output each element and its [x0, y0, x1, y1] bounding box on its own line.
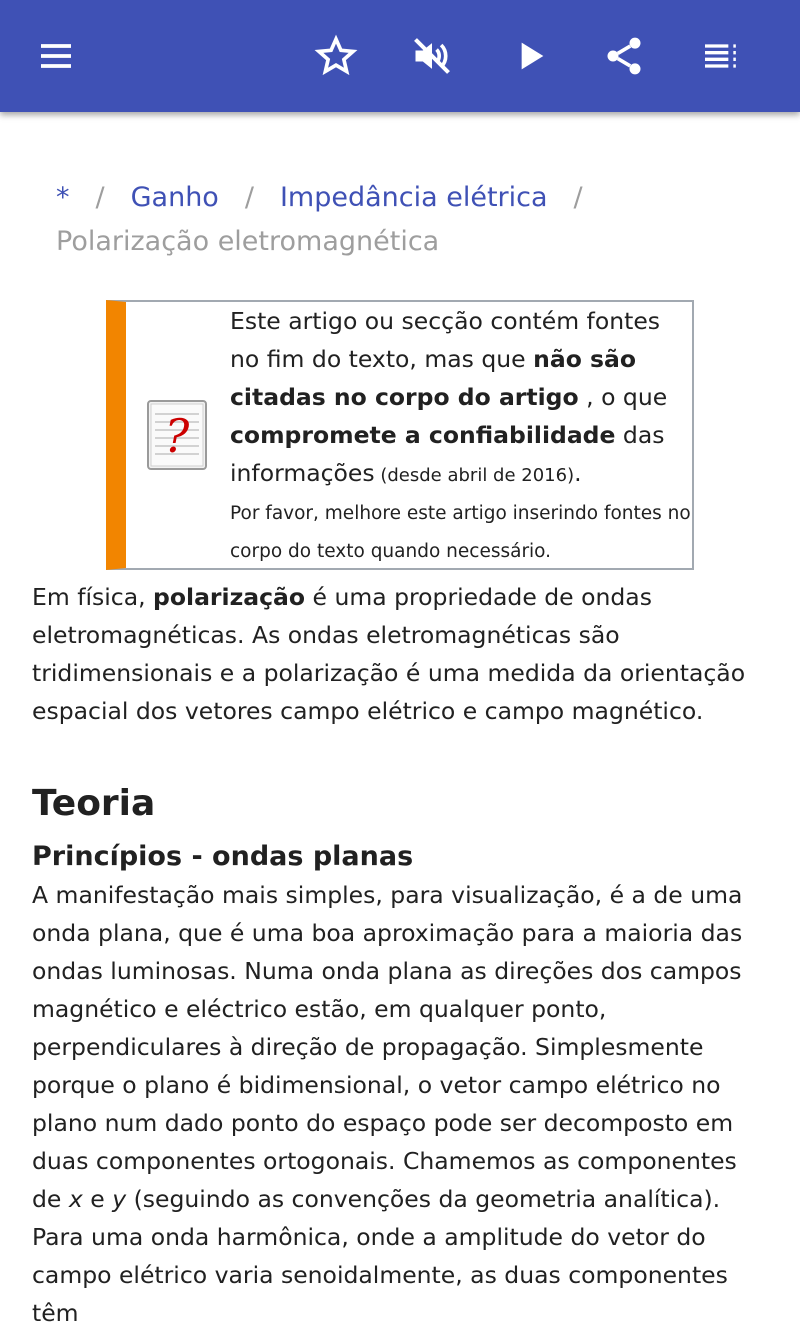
notice-text-part: .: [574, 459, 582, 487]
menu-icon: [36, 36, 76, 76]
breadcrumb-item-ganho[interactable]: Ganho: [130, 182, 219, 213]
share-icon: [602, 34, 646, 78]
svg-text:?: ?: [164, 409, 190, 463]
notice-text-part: , o que: [578, 383, 668, 411]
breadcrumb-separator: /: [573, 182, 583, 213]
breadcrumb-separator: /: [244, 182, 254, 213]
unsourced-document-icon: [146, 398, 208, 472]
notice-bold-part: compromete a confiabilidade: [230, 421, 616, 449]
play-icon: [510, 36, 550, 76]
paragraph-text: é uma propriedade de ondas eletromagnéticas. As ondas eletromagnéticas são tridimensionais e a polarização é uma medida da orientação espacial dos vetores campo elétrico e campo magnético.: [32, 583, 746, 725]
paragraph-text: (seguindo as convenções da geometria analítica). Para uma onda harmônica, onde a amplitude do vetor do campo elétrico varia senoidalmente, as duas componentes têm: [32, 1185, 728, 1327]
breadcrumb-current: Polarização eletromagnética: [56, 226, 440, 257]
citation-notice-box: [106, 300, 694, 570]
notice-text-part: das informações: [230, 421, 665, 487]
bookmark-button[interactable]: [308, 28, 364, 84]
volume-off-icon: [410, 34, 454, 78]
star-outline-icon: [314, 34, 358, 78]
menu-button[interactable]: [28, 28, 84, 84]
math-variable: x: [68, 1185, 83, 1213]
notice-text-part: Este artigo ou secção contém fontes no fim do texto, mas que: [230, 307, 661, 373]
article-content: [32, 578, 772, 1332]
math-variable: y: [112, 1185, 127, 1213]
mute-button[interactable]: [404, 28, 460, 84]
breadcrumb: [56, 176, 756, 264]
play-button[interactable]: [502, 28, 558, 84]
bold-term: polarização: [153, 583, 306, 611]
body-paragraph: [32, 876, 772, 1332]
breadcrumb-separator: /: [95, 182, 105, 213]
subsection-heading: Princípios - ondas planas: [32, 841, 414, 872]
contents-button[interactable]: [692, 28, 748, 84]
paragraph-text: Em física,: [32, 583, 154, 611]
share-button[interactable]: [596, 28, 652, 84]
notice-date: (desde abril de 2016): [374, 465, 575, 486]
intro-paragraph: [32, 578, 772, 730]
notice-subtext: Por favor, melhore este artigo inserindo fontes no corpo do texto quando necessário.: [230, 503, 691, 562]
app-toolbar: [0, 0, 800, 112]
paragraph-text: A manifestação mais simples, para visualização, é a de uma onda plana, que é uma boa aproximação para a maioria das ondas luminosas. Numa onda plana as direções dos campos magnético e eléctrico estão, em qualquer ponto, perpendiculares à direção de propagação. Simplesmente porque o plano é bidimensional, o vetor campo elétrico no plano num dado ponto do espaço pode ser decomposto em duas componentes ortogonais. Chamemos as componentes de: [32, 881, 743, 1213]
notice-text: [230, 302, 692, 571]
notice-bold-part: não são citadas no corpo do artigo: [230, 345, 637, 411]
paragraph-text: e: [82, 1185, 113, 1213]
table-of-contents-icon: [700, 36, 740, 76]
section-heading: Teoria: [32, 783, 156, 824]
breadcrumb-item-impedancia[interactable]: Impedância elétrica: [279, 182, 548, 213]
breadcrumb-home[interactable]: *: [56, 182, 70, 213]
